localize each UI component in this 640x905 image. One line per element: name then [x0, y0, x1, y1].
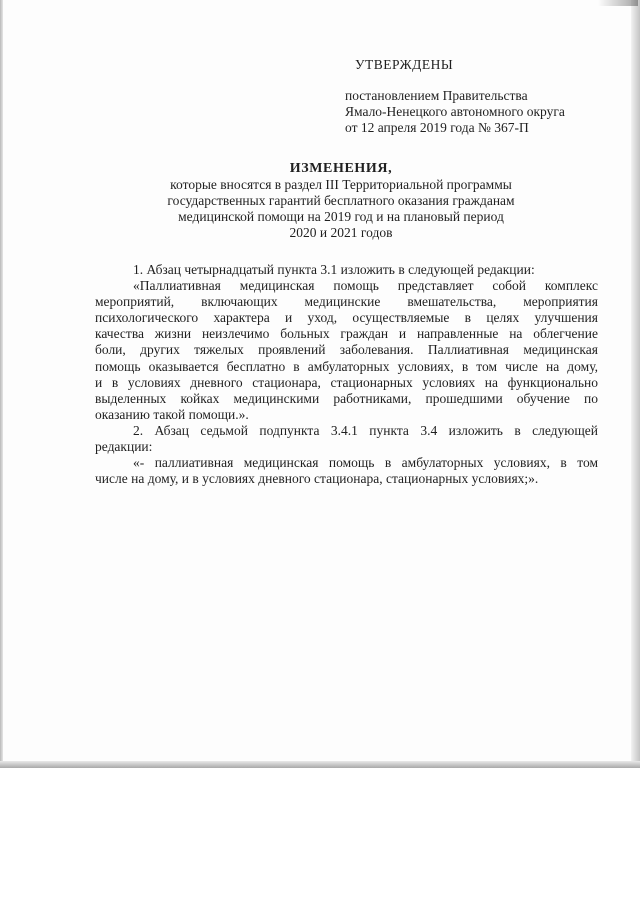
- approval-block: [345, 57, 615, 136]
- text-line: 2. Абзац седьмой подпункта 3.4.1 пункта 3.4 изложить в следующей: [133, 422, 598, 438]
- approval-line: постановлением Правительства: [345, 88, 528, 103]
- paragraph-item-2: [95, 423, 598, 455]
- text-line: оказанию такой помощи.».: [95, 406, 249, 422]
- text-line: психологического характера и уход, осуществляемые в целях улучшения: [95, 310, 598, 326]
- scan-edge-bottom: [0, 761, 640, 768]
- scan-edge-left: [0, 0, 3, 768]
- scan-edge-right: [631, 0, 640, 768]
- text-line: качества жизни неизлечимо больных граждан и направленные на облегчение: [95, 326, 598, 342]
- text-line: выделенных койках медицинскими работниками, прошедшими обучение по: [95, 390, 598, 406]
- paragraph-quote-1: [95, 278, 598, 423]
- document-subtitle-line: медицинской помощи на 2019 год и на плановый период: [178, 209, 504, 224]
- document-title: ИЗМЕНЕНИЯ,: [289, 161, 393, 176]
- paragraph-quote-2: [95, 455, 598, 487]
- approval-line: Ямало-Ненецкого автономного округа: [345, 104, 565, 119]
- text-line: «Паллиативная медицинская помощь представляет собой комплекс: [133, 278, 598, 294]
- text-line: 1. Абзац четырнадцатый пункта 3.1 изложить в следующей редакции:: [133, 262, 535, 277]
- text-line: боли, других тяжелых проявлений заболевания. Паллиативная медицинская: [95, 342, 598, 358]
- scan-corner-mark: [598, 0, 638, 6]
- text-line: числе на дому, и в условиях дневного стационара, стационарных условиях;».: [95, 471, 539, 487]
- paragraph-item-1: [95, 262, 598, 278]
- text-line: мероприятий, включающих медицинские вмешательства, мероприятия: [95, 294, 598, 310]
- approval-heading: УТВЕРЖДЕНЫ: [355, 57, 454, 72]
- text-line: редакции:: [95, 439, 153, 455]
- text-line: и в условиях дневного стационара, стационарных условиях на функционально: [95, 374, 598, 390]
- document-subtitle-line: государственных гарантий бесплатного оказания гражданам: [167, 193, 515, 208]
- document-body: [95, 262, 598, 487]
- approval-line: от 12 апреля 2019 года № 367-П: [345, 120, 529, 135]
- document-subtitle-line: которые вносятся в раздел III Территориальной программы: [170, 177, 512, 192]
- document-title-block: [80, 161, 602, 241]
- text-line: «- паллиативная медицинская помощь в амбулаторных условиях, в том: [133, 455, 598, 471]
- document-subtitle-line: 2020 и 2021 годов: [289, 225, 393, 240]
- text-line: помощь оказывается бесплатно в амбулаторных условиях, в том числе на дому,: [95, 358, 598, 374]
